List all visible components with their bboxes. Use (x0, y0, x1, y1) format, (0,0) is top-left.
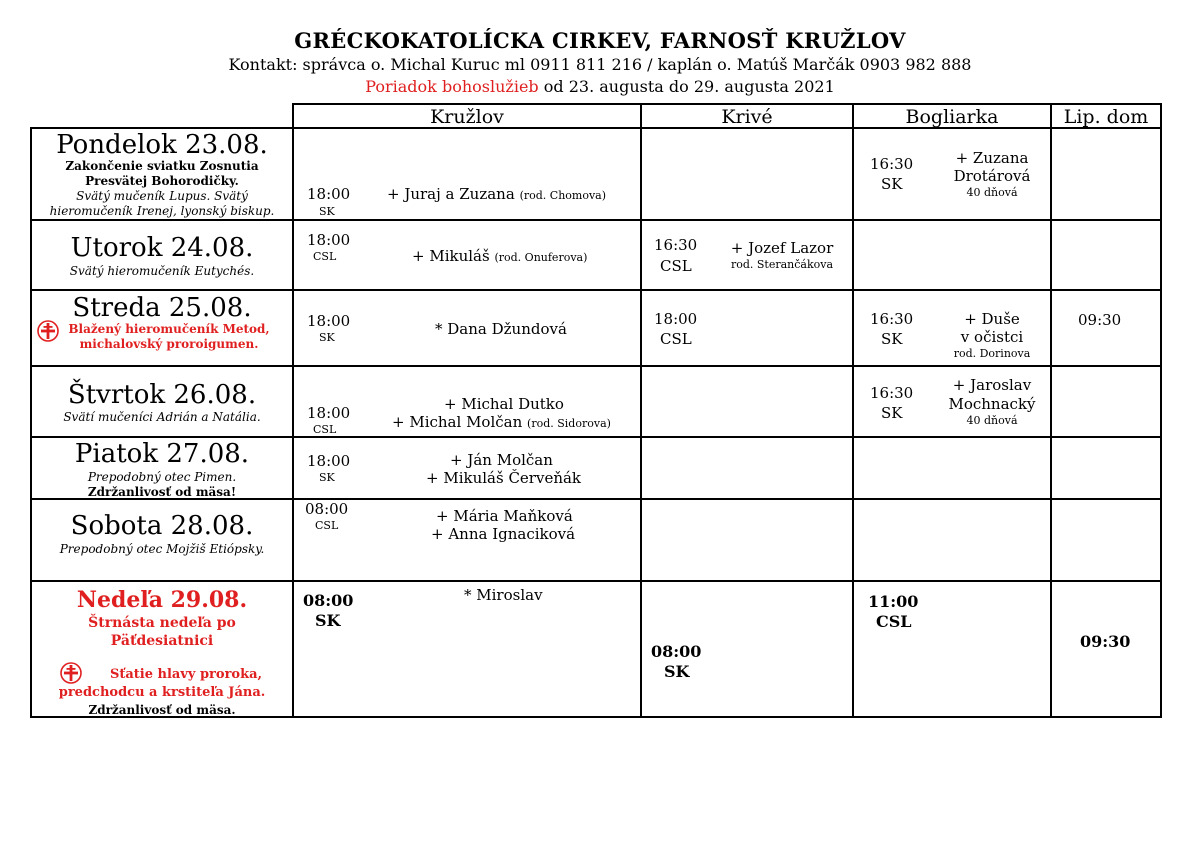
intention-name: * Dana Džundová (435, 320, 567, 338)
day-label: Nedeľa 29.08. (76, 587, 248, 613)
day-feast: Päťdesiatnici (110, 633, 214, 649)
intention-name: Mochnacký (948, 395, 1036, 413)
intention-name: + Mikuláš Červeňák (426, 469, 582, 487)
service-time: 16:30 (870, 384, 914, 402)
day-label: Streda 25.08. (72, 293, 252, 323)
service-language: SK (319, 471, 335, 484)
day-feast: michalovský proroigumen. (79, 337, 259, 351)
grid-line (292, 103, 1162, 105)
intention-note: 40 dňová (966, 414, 1018, 427)
service-language: SK (319, 331, 335, 344)
intention-name: + Mária Maňková (436, 507, 573, 525)
day-saint: Svätý hieromučeník Eutychés. (69, 264, 255, 278)
column-header-kruzlov: Kružlov (430, 106, 504, 128)
grid-line (30, 365, 1162, 367)
service-time: 18:00 (654, 310, 698, 328)
column-header-lipdom: Lip. dom (1063, 106, 1149, 128)
day-feast: Presvätej Bohorodičky. (85, 174, 239, 188)
grid-line (640, 103, 642, 718)
service-time: 18:00 (307, 404, 351, 422)
service-time: 09:30 (1078, 311, 1122, 329)
day-feast: Zakončenie sviatku Zosnutia (65, 159, 259, 173)
day-saint: hieromučeník Irenej, lyonský biskup. (49, 204, 275, 218)
intention-family: rod. Sterančákova (730, 258, 834, 271)
day-saint: Prepodobný otec Pimen. (87, 470, 237, 484)
service-language: SK (881, 404, 903, 422)
service-language: CSL (313, 423, 337, 436)
day-label: Piatok 27.08. (74, 439, 250, 469)
service-time: 18:00 (307, 231, 351, 249)
day-feast: Štrnásta nedeľa po (88, 615, 236, 631)
day-saint: Svätý mučeník Lupus. Svätý (76, 189, 248, 203)
grid-line (292, 103, 294, 718)
intention-name: * Miroslav (464, 586, 543, 604)
intention-name: + Mikuláš (412, 247, 490, 265)
schedule-label: Poriadok bohoslužieb (365, 77, 539, 96)
service-time: 09:30 (1080, 632, 1131, 651)
service-time: 08:00 (305, 500, 349, 518)
intention-name: + Zuzana (955, 149, 1029, 167)
fasting-note: Zdržanlivosť od mäsa! (87, 485, 237, 499)
contact-line: Kontakt: správca o. Michal Kuruc ml 0911 811 216 / kaplán o. Matúš Marčák 0903 982 888 (228, 55, 972, 74)
service-time: 18:00 (307, 312, 351, 330)
service-time: 16:30 (870, 310, 914, 328)
intention-name: + Jozef Lazor (730, 239, 834, 257)
day-feast: Sťatie hlavy proroka, (109, 667, 263, 682)
service-language: SK (319, 205, 335, 218)
intention-name: + Michal Dutko (444, 395, 564, 413)
fasting-note: Zdržanlivosť od mäsa. (88, 703, 236, 717)
grid-line (1160, 103, 1162, 718)
intention-name: v očistci (960, 328, 1024, 346)
service-time: 16:30 (654, 236, 698, 254)
service-time: 08:00 (303, 591, 354, 610)
schedule-line (0, 77, 1200, 96)
grid-line (1050, 103, 1052, 718)
day-saint: Prepodobný otec Mojžiš Etiópsky. (59, 542, 265, 556)
service-time: 16:30 (870, 155, 914, 173)
day-feast: Blažený hieromučeník Metod, (68, 322, 270, 336)
service-time: 18:00 (307, 452, 351, 470)
service-language: CSL (315, 519, 339, 532)
service-time: 08:00 (651, 642, 702, 661)
service-language: SK (315, 611, 341, 630)
byzantine-cross-icon (60, 662, 82, 684)
intention-family: (rod. Chomova) (519, 189, 607, 202)
service-language: CSL (313, 250, 337, 263)
day-feast: predchodcu a krstiteľa Jána. (58, 685, 266, 700)
intention-name: + Ján Molčan (450, 451, 553, 469)
intention-name: + Jaroslav (952, 376, 1032, 394)
service-language: CSL (660, 257, 692, 275)
column-header-krive: Krivé (721, 106, 773, 128)
day-saint: Svätí mučeníci Adrián a Natália. (63, 410, 261, 424)
grid-line (30, 289, 1162, 291)
intention-name: + Juraj a Zuzana (387, 185, 515, 203)
intention-family: (rod. Sidorova) (527, 417, 611, 430)
column-header-bogliarka: Bogliarka (905, 106, 999, 128)
intention-name: + Duše (964, 310, 1020, 328)
schedule-dates: od 23. augusta do 29. augusta 2021 (538, 77, 835, 96)
intention (387, 185, 606, 205)
intention-family: rod. Dorinova (953, 347, 1031, 360)
grid-line (30, 219, 1162, 221)
grid-line (852, 103, 854, 718)
day-label: Štvrtok 26.08. (67, 380, 257, 410)
day-label: Pondelok 23.08. (56, 130, 268, 160)
service-language: CSL (876, 612, 912, 631)
grid-line (30, 580, 1162, 582)
service-language: SK (881, 175, 903, 193)
intention (392, 413, 611, 433)
service-time: 18:00 (307, 185, 351, 203)
intention-family: (rod. Onuferova) (494, 251, 588, 264)
day-label: Utorok 24.08. (70, 233, 254, 263)
service-language: CSL (660, 330, 692, 348)
intention-name: + Anna Ignaciková (431, 525, 576, 543)
intention-name: Drotárová (953, 167, 1031, 185)
page-title: GRÉCKOKATOLÍCKA CIRKEV, FARNOSŤ KRUŽLOV (294, 28, 906, 53)
intention-name: + Michal Molčan (392, 413, 523, 431)
byzantine-cross-icon (37, 320, 59, 342)
day-label: Sobota 28.08. (70, 511, 254, 541)
service-language: SK (664, 662, 690, 681)
intention (412, 247, 587, 267)
service-language: SK (881, 330, 903, 348)
intention-note: 40 dňová (966, 186, 1018, 199)
service-time: 11:00 (868, 592, 919, 611)
grid-line (30, 436, 1162, 438)
